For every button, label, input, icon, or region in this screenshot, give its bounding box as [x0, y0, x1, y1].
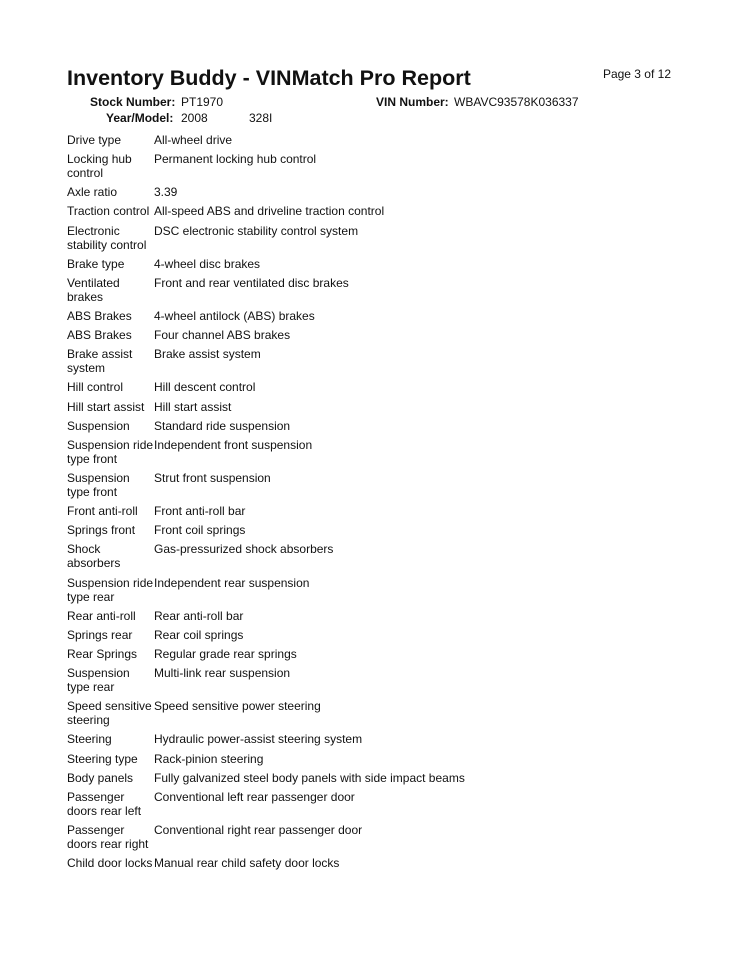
- spec-row: [67, 400, 687, 414]
- spec-row: [67, 790, 687, 818]
- spec-value: Front coil springs: [154, 523, 246, 538]
- spec-row: [67, 438, 687, 466]
- spec-label: Springs rear: [67, 627, 133, 642]
- spec-row: [67, 328, 687, 342]
- page-number: Page 3 of 12: [602, 67, 671, 81]
- vin-number-field: [376, 95, 579, 109]
- spec-row: [67, 276, 687, 304]
- spec-label: Suspension type front: [67, 470, 130, 499]
- spec-label: Hill control: [67, 380, 124, 395]
- spec-value: Independent rear suspension: [154, 575, 310, 590]
- year-model-field: [106, 111, 273, 125]
- spec-row: [67, 309, 687, 323]
- spec-label: Rear anti-roll: [67, 608, 136, 623]
- spec-label: Steering type: [67, 751, 138, 766]
- spec-row: [67, 224, 687, 252]
- spec-label: Shock absorbers: [67, 542, 121, 571]
- spec-label: Suspension type rear: [67, 666, 130, 695]
- spec-value: Front and rear ventilated disc brakes: [154, 275, 349, 290]
- spec-label: Rear Springs: [67, 646, 138, 661]
- spec-value: Rear anti-roll bar: [154, 608, 244, 623]
- spec-label: Ventilated brakes: [67, 275, 120, 304]
- spec-value: DSC electronic stability control system: [154, 223, 359, 238]
- spec-value: Fully galvanized steel body panels with side impact beams: [154, 770, 465, 785]
- spec-value: 4-wheel antilock (ABS) brakes: [154, 308, 315, 323]
- spec-value: 3.39: [154, 185, 178, 200]
- spec-value: All-wheel drive: [154, 133, 233, 147]
- spec-row: [67, 185, 687, 199]
- spec-value: Regular grade rear springs: [154, 646, 297, 661]
- year-value: 2008: [181, 111, 208, 125]
- spec-label: Axle ratio: [67, 185, 118, 200]
- spec-value: Multi-link rear suspension: [154, 666, 291, 681]
- spec-row: [67, 856, 687, 870]
- spec-label: Drive type: [67, 133, 122, 147]
- spec-label: Passenger doors rear left: [67, 789, 142, 818]
- spec-label: Body panels: [67, 770, 134, 785]
- spec-row: [67, 419, 687, 433]
- spec-label: Springs front: [67, 523, 136, 538]
- spec-label: Brake assist system: [67, 347, 133, 376]
- spec-table: [67, 133, 687, 875]
- spec-value: All-speed ABS and driveline traction control: [154, 204, 385, 219]
- spec-row: [67, 380, 687, 394]
- spec-value: Conventional left rear passenger door: [154, 789, 355, 804]
- spec-value: Conventional right rear passenger door: [154, 822, 363, 837]
- spec-label: Electronic stability control: [67, 223, 147, 252]
- spec-row: [67, 699, 687, 727]
- spec-label: Steering: [67, 732, 112, 747]
- spec-row: [67, 576, 687, 604]
- spec-row: [67, 257, 687, 271]
- spec-value: Permanent locking hub control: [154, 152, 317, 167]
- spec-row: [67, 347, 687, 375]
- spec-label: Traction control: [67, 204, 150, 219]
- spec-label: ABS Brakes: [67, 328, 132, 343]
- spec-row: [67, 752, 687, 766]
- spec-row: [67, 647, 687, 661]
- spec-row: [67, 732, 687, 746]
- spec-value: Manual rear child safety door locks: [154, 856, 340, 871]
- spec-value: Four channel ABS brakes: [154, 328, 291, 343]
- spec-value: Hill descent control: [154, 380, 256, 395]
- spec-value: Speed sensitive power steering: [154, 699, 321, 714]
- spec-label: Suspension ride type front: [67, 437, 154, 466]
- spec-value: Rear coil springs: [154, 627, 244, 642]
- spec-label: Child door locks: [67, 856, 153, 871]
- spec-row: [67, 523, 687, 537]
- report-title: Inventory Buddy - VINMatch Pro Report: [67, 66, 471, 90]
- spec-row: [67, 771, 687, 785]
- spec-value: Independent front suspension: [154, 437, 313, 452]
- spec-row: [67, 823, 687, 851]
- spec-row: [67, 471, 687, 499]
- spec-value: Hill start assist: [154, 399, 232, 414]
- spec-row: [67, 542, 687, 570]
- spec-value: Front anti-roll bar: [154, 504, 246, 519]
- spec-row: [67, 609, 687, 623]
- spec-row: [67, 152, 687, 180]
- spec-label: ABS Brakes: [67, 308, 132, 323]
- vin-number-label: VIN Number:: [376, 95, 449, 109]
- spec-label: Suspension ride type rear: [67, 575, 154, 604]
- spec-label: Locking hub control: [67, 152, 132, 181]
- spec-value: Brake assist system: [154, 347, 261, 362]
- spec-label: Brake type: [67, 256, 125, 271]
- spec-value: Hydraulic power-assist steering system: [154, 732, 363, 747]
- spec-label: Suspension: [67, 418, 130, 433]
- spec-row: [67, 204, 687, 218]
- spec-label: Speed sensitive steering: [67, 699, 152, 728]
- spec-value: Strut front suspension: [154, 470, 271, 485]
- spec-value: Gas-pressurized shock absorbers: [154, 542, 334, 557]
- spec-row: [67, 628, 687, 642]
- spec-row: [67, 666, 687, 694]
- model-value: 328I: [249, 111, 273, 125]
- spec-row: [67, 504, 687, 518]
- year-model-label: Year/Model:: [106, 111, 174, 125]
- spec-label: Passenger doors rear right: [67, 822, 149, 851]
- stock-number-field: [90, 95, 224, 109]
- stock-number-label: Stock Number:: [90, 95, 176, 109]
- spec-value: Standard ride suspension: [154, 418, 291, 433]
- spec-value: Rack-pinion steering: [154, 751, 264, 766]
- spec-value: 4-wheel disc brakes: [154, 256, 261, 271]
- spec-row: [67, 133, 687, 147]
- stock-number-value: PT1970: [181, 95, 224, 109]
- spec-label: Front anti-roll: [67, 504, 138, 519]
- spec-label: Hill start assist: [67, 399, 145, 414]
- vin-number-value: WBAVC93578K036337: [454, 95, 579, 109]
